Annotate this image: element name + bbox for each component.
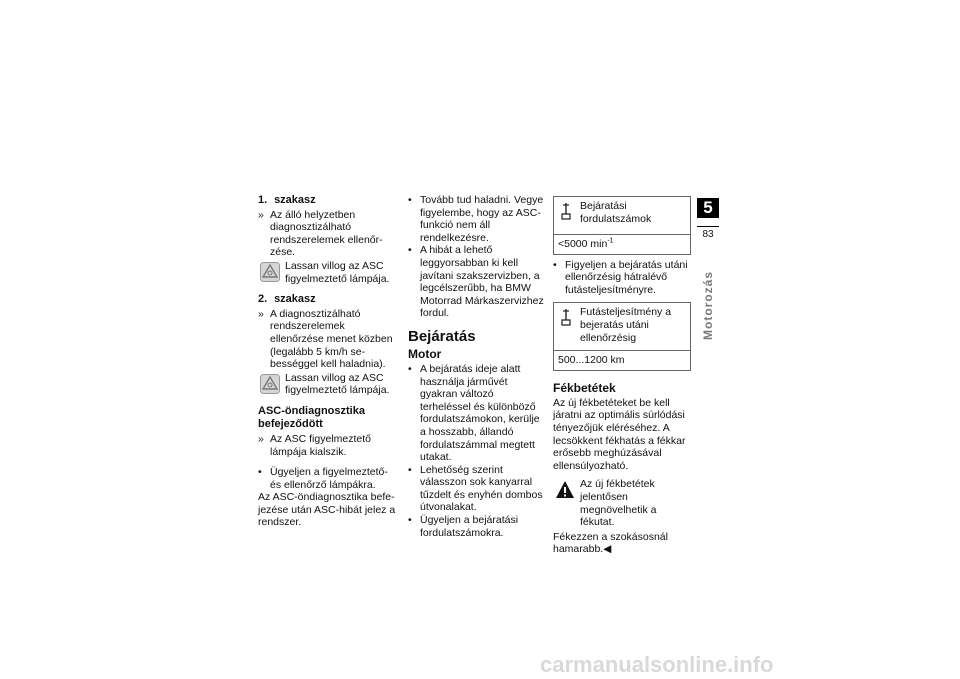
chapter-side-title: Motorozás bbox=[701, 271, 715, 340]
brake-pads-heading: Fékbetétek bbox=[553, 380, 616, 395]
lamp-bullet: • Ügyeljen a figyelmeztető- és ellenőrző lámpákra. bbox=[258, 466, 388, 491]
column-1 bbox=[258, 194, 398, 529]
page-number: 83 bbox=[702, 229, 714, 240]
route-bullet: • Lehetőség szerint válasszon sok kanyarral tűzdelt és enyhén dombos útvonalakat. bbox=[408, 463, 543, 514]
continue-bullet: • Tovább tud haladni. Vegye figyelembe, hogy az ASC-funkció nem áll rendelkezésre. bbox=[408, 194, 544, 244]
end-of-section-icon: ◀ bbox=[603, 543, 612, 556]
asc-lamp-icon bbox=[260, 262, 280, 282]
arrow-marker: » bbox=[258, 432, 264, 445]
asc-lamp-icon bbox=[260, 374, 280, 394]
warning-icon bbox=[555, 480, 575, 500]
bullet-marker: • bbox=[258, 466, 262, 479]
bullet-marker: • bbox=[408, 244, 412, 257]
step-2-asc-note: Lassan villog az ASC figyelmeztető lámpája. bbox=[258, 372, 398, 397]
bullet-marker: • bbox=[408, 194, 412, 206]
asc-error-paragraph: Az ASC-öndiagnosztika befejezése után ASC-hibát jelez a rendszer. bbox=[258, 491, 396, 529]
brake-pads-paragraph: Az új fékbetéteket be kell járatni az optimális súrlódási tényezőjük eléréséhez. A lecsökkent fékhatás a fékkar erősebb meghúzásával ellensúlyozható. bbox=[553, 396, 686, 472]
column-2 bbox=[408, 194, 546, 539]
break-in-heading: Bejáratás bbox=[408, 327, 476, 345]
watermark: carmanualsonline.info bbox=[540, 652, 774, 677]
repair-bullet: • A hibát a lehető leggyorsabban ki kell javítani szakszervizben, a legcélszerűbb, ha BMW Motorrad Márkaszervizhez fordul. bbox=[408, 244, 544, 320]
mileage-box bbox=[553, 302, 691, 370]
wrench-spec-icon bbox=[560, 202, 572, 220]
mileage-bullet: • Figyeljen a bejáratás utáni ellenőrzésig hátralévő futásteljesítményre. bbox=[553, 258, 688, 296]
column-3 bbox=[553, 194, 691, 556]
break-in-rpm-value: <5000 $\min^{-1}$ bbox=[554, 234, 690, 254]
mileage-value: 500...1200 km bbox=[554, 350, 690, 370]
arrow-marker: » bbox=[258, 208, 264, 221]
step-1-title: szakasz bbox=[274, 194, 316, 206]
asc-complete-item: » Az ASC figyelmeztető lámpája kialszik. bbox=[258, 432, 371, 458]
bullet-marker: • bbox=[408, 514, 412, 527]
mileage-label: Futásteljesítmény a bejeratás utáni ellenőrzésig bbox=[580, 306, 672, 344]
asc-complete-heading: ASC-öndiagnosztika befejeződött bbox=[258, 404, 365, 430]
wrench-spec-icon bbox=[560, 308, 572, 326]
rpm-bullet: • Ügyeljen a bejáratási fordulatszámokra. bbox=[408, 514, 519, 539]
bullet-marker: • bbox=[553, 258, 557, 271]
brake-warning: Az új fékbetétek jelentősen megnövelhetik a fékutat. bbox=[553, 478, 691, 528]
step-1-asc-note: Lassan villog az ASC figyelmeztető lámpája. bbox=[258, 260, 398, 285]
chapter-tab: 5 bbox=[697, 198, 719, 218]
step-2-number: 2. bbox=[258, 293, 268, 306]
brake-warning-followup: Fékezzen a szokásosnál hamarabb.◀ bbox=[553, 530, 668, 556]
step-2-title: szakasz bbox=[274, 293, 316, 306]
step-1-item: » Az álló helyzetben diagnosztizálható rendszerelemek ellenőrzése. bbox=[258, 208, 383, 259]
engine-subheading: Motor bbox=[408, 346, 442, 361]
arrow-marker: » bbox=[258, 307, 264, 320]
step-1-heading bbox=[258, 194, 398, 207]
step-2-item: » A diagnosztizálható rendszerelemek ellenőrzése menet közben (legalább 5 km/h sebességgel kell haladnia). bbox=[258, 307, 393, 371]
break-in-rpm-box bbox=[553, 196, 691, 255]
bullet-marker: • bbox=[408, 463, 412, 476]
step-2-heading bbox=[258, 293, 398, 306]
load-bullet: • A bejáratás ideje alatt használja járművét gyakran változó terheléssel és különböző fordulatszámokon, kerülje a hosszabb, állandó fordulatszámmal megtett utakat. bbox=[408, 362, 540, 464]
step-1-number: 1. bbox=[258, 194, 268, 206]
bullet-marker: • bbox=[408, 362, 412, 375]
break-in-rpm-label: Bejáratási fordulatszámok bbox=[580, 200, 652, 225]
chapter-divider bbox=[697, 226, 719, 227]
